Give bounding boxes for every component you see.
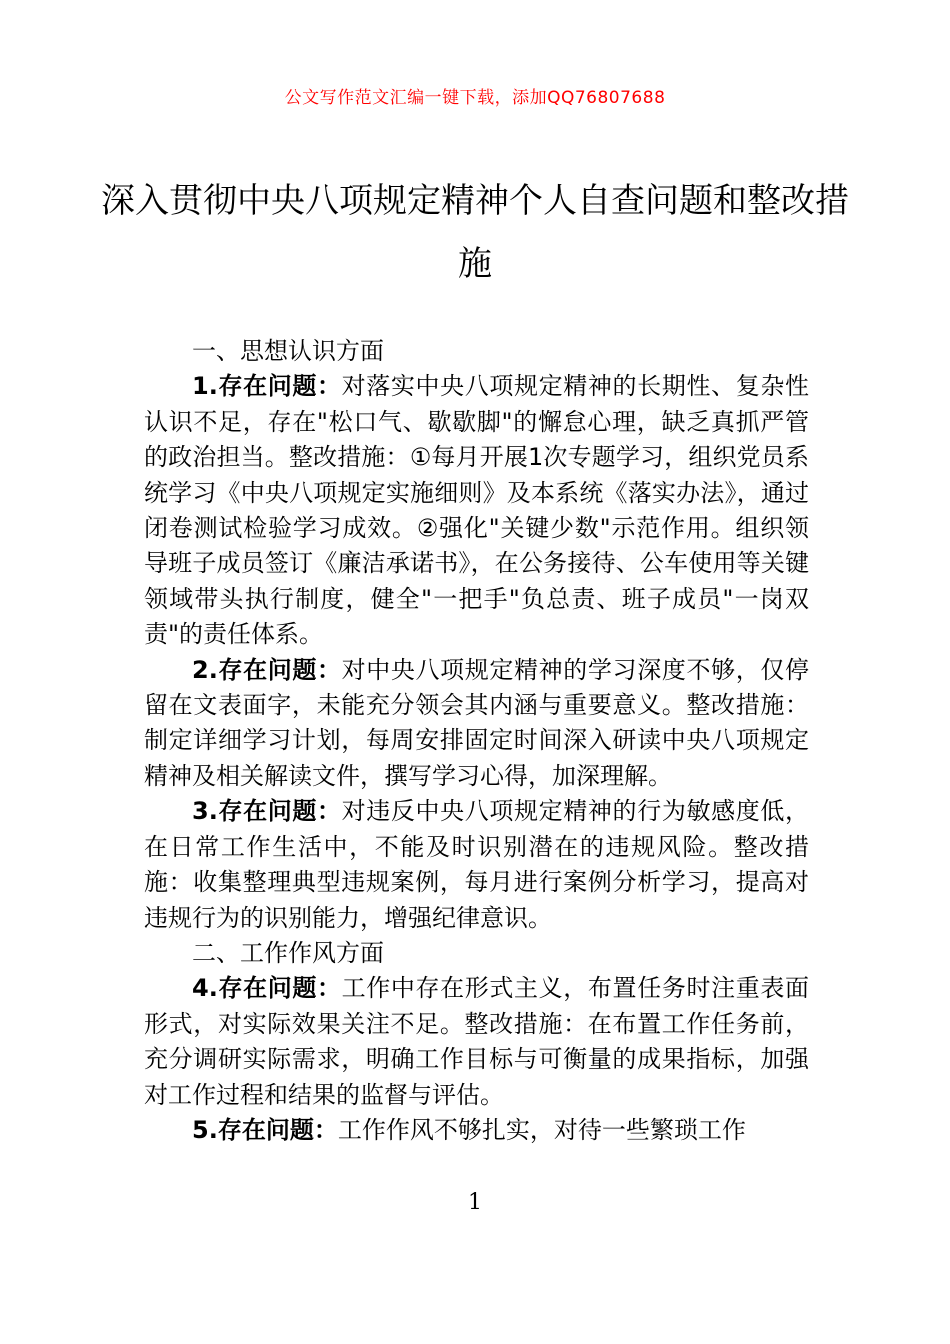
issue-paragraph-2 bbox=[144, 653, 809, 795]
section-heading-thinking: 一、思想认识方面 bbox=[192, 337, 384, 365]
issue-label: 5.存在问题： bbox=[192, 1115, 338, 1144]
issue-label: 4.存在问题： bbox=[192, 974, 342, 1003]
download-promo-note: 公文写作范文汇编一键下载，添加QQ76807688 bbox=[284, 88, 666, 108]
document-title: 深入贯彻中央八项规定精神个人自查问题和整改措施 bbox=[101, 181, 849, 284]
issue-paragraph-5 bbox=[144, 1113, 809, 1148]
issue-text: 对违反中央八项规定精神的行为敏感度低，在日常工作生活中，不能及时识别潜在的违规风险。整改措施：收集整理典型违规案例，每月进行案例分析学习，提高对违规行为的识别能力，增强纪律意识。 bbox=[144, 797, 809, 932]
issue-paragraph-1 bbox=[144, 369, 809, 652]
issue-text: 对中央八项规定精神的学习深度不够，仅停留在文表面字，未能充分领会其内涵与重要意义。整改措施：制定详细学习计划，每周安排固定时间深入研读中央八项规定精神及相关解读文件，撰写学习心得，加深理解。 bbox=[144, 655, 809, 790]
issue-paragraph-3 bbox=[144, 794, 809, 936]
section-heading-work-style: 二、工作作风方面 bbox=[192, 938, 384, 967]
issue-text: 对落实中央八项规定精神的长期性、复杂性认识不足，存在"松口气、歇歇脚"的懈怠心理，缺乏真抓严管的政治担当。整改措施：①每月开展1次专题学习，组织党员系统学习《中央八项规定实施细则》及本系统《落实办法》，通过闭卷测试检验学习成效。②强化"关键少数"示范作用。组织领导班子成员签订《廉洁承诺书》，在公务接待、公车使用等关键领域带头执行制度，健全"一把手"负总责、班子成员"一岗双责"的责任体系。 bbox=[144, 372, 809, 649]
issue-label: 2.存在问题： bbox=[192, 655, 342, 684]
issue-paragraph-4 bbox=[144, 971, 809, 1113]
issue-text: 工作作风不够扎实，对待一些繁琐工作 bbox=[337, 1115, 746, 1144]
page-number: 1 bbox=[468, 1190, 482, 1215]
document-body bbox=[144, 334, 809, 1148]
issue-label: 3.存在问题： bbox=[192, 797, 342, 826]
issue-text: 工作中存在形式主义，布置任务时注重表面形式，对实际效果关注不足。整改措施：在布置工作任务前，充分调研实际需求，明确工作目标与可衡量的成果指标，加强对工作过程和结果的监督与评估。 bbox=[144, 974, 809, 1109]
issue-label: 1.存在问题： bbox=[192, 372, 342, 401]
